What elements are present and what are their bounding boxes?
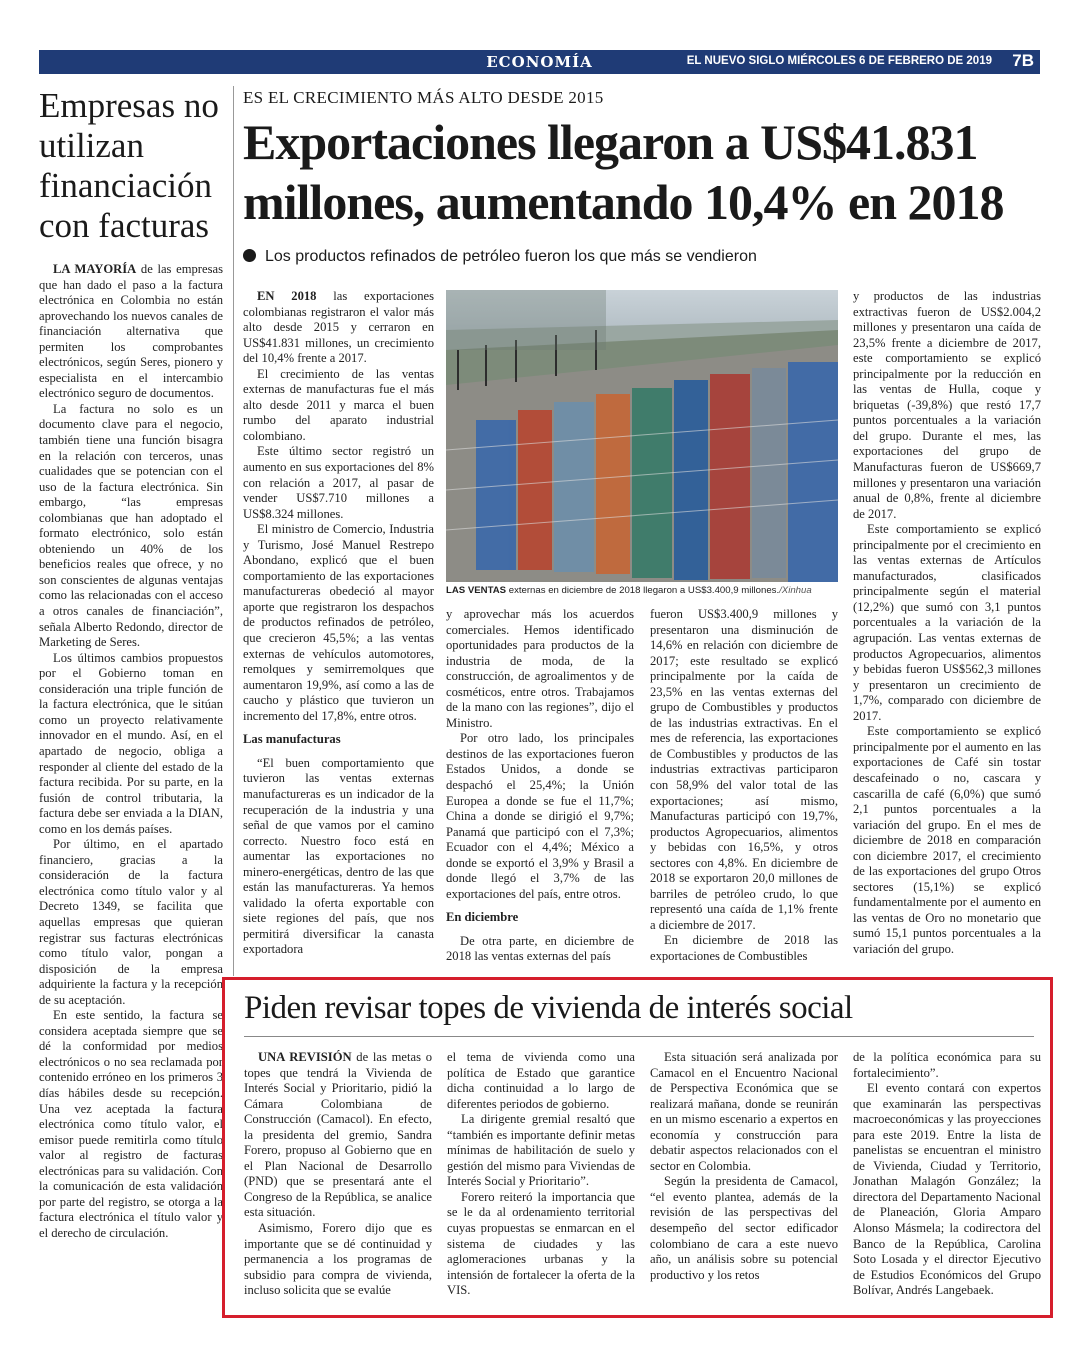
kicker: ES EL CRECIMIENTO MÁS ALTO DESDE 2015 [243,88,604,107]
side-story-headline: Empresas no utilizan financiación con facturas [39,86,219,245]
paragraph: “El buen comportamiento que tuvieron las ventas externas manufactureras es un indicador de la recuperación de la industria y una señal de que vamos por el camino correcto. Nuestro foco está en aumentar las exportaciones no minero-energéticas, dentro de las que están las manufactureras. Ya hemos validado la oferta exportable con siete regiones del país, que nos permitirá diversificar la canasta exportadora [243,755,434,957]
box-column-4 [853,1050,1041,1298]
dateline: EL NUEVO SIGLO MIÉRCOLES 6 DE FEBRERO DE 2019 [686,55,992,67]
paragraph-text: de las metas o topes que tendrá la Vivienda de Interés Social y Prioritario, pidió la Cámara Colombiana de Construcción (Camacol). En efecto, la presidenta del gremio, Sandra Forero, propuso al Gobierno que en el Plan Nacional de Desarrollo (PND) que se presentará ante el Congreso de la República, se analice esta situación. [244,1050,432,1220]
paragraph-text: fueron US$3.400,9 millones y presentaron una disminución de 14,6% en relación con diciembre de 2017; este resultado se explicó principalmente por la caída de 23,5% en las ventas externas del grupo de Combustibles y productos de las industrias extractivas. En el mes de referencia, las exportaciones de Combustibles y productos de las industrias extractivas participaron con 58,9% del valor total de las exportaciones; así mismo, Manufacturas participó con 19,7%, productos Agropecuarios, alimentos y bebidas con 16,5%, y otros sectores con 4,8%. En diciembre de 2018 se exportaron 20,0 millones de barriles de petróleo crudo, lo que representó una caída de 1,1% frente a diciembre de 2017. [650,607,838,932]
paragraph [243,522,434,724]
paragraph-text: El crecimiento de las ventas externas de manufacturas fue el más alto desde 2011 y marca el buen rumbo del aparato industrial colombiano. [243,366,434,443]
paragraph-text: de la política económica para su fortalecimiento”. [853,1050,1041,1080]
paragraph-text: Este comportamiento se explicó principalmente por el aumento en las exportaciones de Café sin tostar descafeinado o no, cascara y cascarilla de café (6,0%) que sumó 2,1 puntos porcentuales a la variación del grupo. En el mes de diciembre de 2018 en comparación con diciembre 2017, el crecimiento de las exportaciones del grupo Otros sectores (15,1%) se explicó fundamentalmente por el aumento en las ventas de Oro no monetario que sumó 15,1 puntos porcentuales a la variación del grupo. [853,724,1041,956]
paragraph [853,522,1041,724]
paragraph-text: En este sentido, la factura se considera aceptada siempre que se dé la conformidad por medios electrónicos o no sea reclamada por contenido erróneo en los primeros 3 días hábiles desde su recepción. Una vez aceptada la factura electrónica como título valor, el emisor puede remitirla como título valor al registro de facturas electrónicas para su validación. Con la comunicación de esta validación por parte del registro, se otorga a la factura electrónica el título valor y el derecho de circulación. [39,1008,223,1240]
paragraph [446,731,634,902]
paragraph-text: y productos de las industrias extractivas fueron de US$2.004,2 millones y presentaron una caída de 23,5% frente a diciembre de 2017, este comportamiento se explicó principalmente por la reducción en las ventas de Hulla, coque y briquetas (-39,8%) que restó 17,7 puntos porcentuales a la variación del grupo. Durante el mes, las exportaciones del grupo de Manufacturas fueron de US$669,7 millones y presentaron una variación anual de 0,8%, frente al diciembre de 2017. [853,289,1041,521]
box-headline: Piden revisar topes de vivienda de interés social [244,990,853,1026]
lead-in: EN 2018 [257,289,317,303]
paragraph [39,1008,223,1241]
paragraph-text: el tema de vivienda como una política de Estado que garantice dicha continuidad a lo largo de diferentes periodos de gobierno. [447,1050,635,1111]
paragraph [39,402,223,651]
paragraph-text: las exportaciones colombianas registraron el valor más alto desde 2015 y cerraron en US$41.831 millones, un crecimiento del 10,4% frente a 2017. [243,289,434,366]
paragraph-text: Por otro lado, los principales destinos de las exportaciones fueron Estados Unidos, a donde se despachó el 25,4%; la Unión Europea a donde se fue el 11,7%; China a donde se dirigió el 9,7%; Panamá que participó con el 7,3%; Ecuador con el 4,4%; México a donde se exportó el 3,9% y Brasil a donde llegó el 3,7% de las exportaciones del país, entre otros. [446,731,634,901]
paragraph [447,1190,635,1298]
paragraph-text: Forero reiteró la importancia que se le da al ordenamiento territorial cuyas propuestas se enmarcan en el sistema de ciudades y las aglomeraciones urbanas y la intensión de fortalecer la oferta de la VIS. [447,1189,635,1298]
lead-in: UNA REVISIÓN [258,1050,352,1064]
paragraph: De otra parte, en diciembre de 2018 las ventas externas del país [446,933,634,964]
column-divider [233,86,234,976]
box-column-1 [244,1050,432,1298]
main-column-4 [853,289,1041,973]
paragraph [853,1081,1041,1298]
paragraph-text: El ministro de Comercio, Industria y Turismo, José Manuel Restrepo Abondano, explicó que el buen comportamiento de las exportaciones manufactureras obedeció al mayor aporte que registraron los despachos de productos refinados de petróleo, que crecieron 45,5%; a las ventas externas de vehículos automotores, remolques y semirremolques que aumentaron 19,9%, así como a las de caucho y plástico que tuvieron un incremento del 17,8%, entre otros. [243,522,434,723]
paragraph [39,837,223,1008]
paragraph-text: Por último, en el apartado financiero, gracias a la consideración de la factura electrónica como título valor y al Decreto 1349, se facilita que aquellas empresas que quieran registrar sus facturas electrónicas como título valor, pongan a disposición de la empresa adquiriente la factura y la recepción de su aceptación. [39,837,223,1007]
paragraph-text: Los últimos cambios propuestos por el Gobierno toman en consideración una triple función de la factura electrónica, que le sitúan como un proyecto relativamente innovador en el mundo. Así, en el apartado de negocio, obliga a responder al cliente del estado de la factura recibida. Por su parte, en la fusión de control tributaria, la factura debe ser enviada a la DIAN, como en los demás países. [39,650,223,836]
paragraph [650,607,838,933]
paragraph-text: El evento contará con expertos que examinarán las perspectivas macroeconómicas y las proyecciones para este 2019. Entre la lista de panelistas se encuentran el ministro de Vivienda, Ciudad y Territorio, Jonathan Malagón González; la directora del Departamento Nacional de Planeación, Gloria Amparo Alonso Másmela; la codirectora del Banco de la República, Carolina Soto Losada y el director Ejecutivo de Estudios Económicos del Grupo Bolívar, Andrés Langebaek. [853,1081,1041,1298]
container-port-image [446,290,838,582]
paragraph [447,1112,635,1190]
subhead [243,248,757,266]
paragraph [650,1050,838,1174]
paragraph [243,444,434,522]
paragraph [446,607,634,731]
paragraph [447,1050,635,1112]
paragraph-text: Este comportamiento se explicó principalmente por el crecimiento en las ventas externas de Artículos manufacturados, clasificados principalmente según el material (12,2%) que sumó con 3,1 puntos porcentuales a la variación de la agrupación. Las ventas externas de productos Agropecuarios, alimentos y bebidas fueron US$562,3 millones y presentaron un crecimiento de 1,7%, comparado con diciembre de 2017. [853,522,1041,723]
paragraph-text: Asimismo, Forero dijo que es importante que se dé continuidad y permanencia a los programas de subsidio para compra de vivienda, incluso solicita que se evalúe [244,1221,432,1298]
paragraph [650,1174,838,1283]
subsection-title: Las manufacturas [243,732,341,747]
subsection-title: En diciembre [446,910,519,925]
page-number: 7B [1012,51,1034,70]
main-column-1 [243,289,434,973]
box-rule [244,1036,1034,1037]
photo-credit: /Xinhua [779,585,812,596]
paragraph-text: y aprovechar más los acuerdos comerciales. Hemos identificado oportunidades para productos de la industria de moda, de la construcción, de agroalimentos y de cosméticos, entre otros. Trabajamos de la mano con las regiones”, dijo el Ministro. [446,607,634,730]
paragraph-text: de las empresas que han dado el paso a la factura electrónica en Colombia no están aprovechando los nuevos canales de financiación alternativa que permiten los comprobantes electrónicos, según Seres, pionero y especialista en el intercambio electrónico seguro de documentos. [39,262,223,401]
main-headline: Exportaciones llegaron a US$41.831 millones, aumentando 10,4% en 2018 [243,114,1004,230]
paragraph-text: Este último sector registró un aumento en sus exportaciones del 8% con relación a 2017, al pasar de vender US$7.710 millones a US$8.324 millones. [243,444,434,521]
paragraph-text: Según la presidenta de Camacol, “el evento plantea, además de la revisión de las perspectivas del desempeño del sector edificador colombiano de cara a este nuevo año, un análisis sobre su potencial productivo y los retos [650,1174,838,1282]
paragraph-text: La factura no solo es un documento clave para el negocio, también tiene una función bisagra en la relación con terceros, unas cualidades que se potencian con el uso de la factura electrónica. Sin embargo, “las empresas colombianas que han adoptado el formato electrónico, solo están obteniendo un 40% de los beneficios reales que ofrece, y no son conscientes de algunas ventajas como las relacionadas con el acceso a otros canales de financiación”, señala Alberto Redondo, director de Marketing de Seres. [39,401,223,650]
paragraph [650,933,838,964]
paragraph [853,724,1041,957]
lead-in: LA MAYORÍA [53,262,137,276]
caption-lead: LAS VENTAS [446,585,507,596]
caption-text: externas en diciembre de 2018 llegaron a US$3.400,9 millones. [506,585,780,596]
section-header-bar [39,50,1040,74]
paragraph [853,1050,1041,1081]
box-column-3 [650,1050,838,1298]
paragraph-text: Esta situación será analizada por Camacol en el Encuentro Nacional de Perspectiva Económica que se realizará mañana, donde se reunirán en un mismo escenario a expertos en economía y construcción para debatir aspectos relacionados con el sector en Colombia. [650,1050,838,1173]
paragraph [244,1050,432,1221]
paragraph [39,262,223,402]
paragraph-text: En diciembre de 2018 las exportaciones de Combustibles [650,933,838,964]
paragraph [853,289,1041,522]
box-column-2 [447,1050,635,1298]
bullet-icon [243,249,256,262]
paragraph [243,289,434,367]
main-column-3 [650,607,838,973]
side-story-body [39,262,223,1298]
paragraph [39,651,223,838]
photo-caption [446,585,846,596]
paragraph [244,1221,432,1298]
port-photo [446,290,838,582]
main-column-2 [446,607,634,973]
paragraph [243,367,434,445]
section-title: ECONOMÍA [486,53,593,71]
paragraph-text: La dirigente gremial resaltó que “también es importante definir metas mínimas de habilitación de suelo y gestión del mismo para Viviendas de Interés Social y Prioritario”. [447,1112,635,1189]
subhead-text: Los productos refinados de petróleo fueron los que más se vendieron [265,248,757,265]
